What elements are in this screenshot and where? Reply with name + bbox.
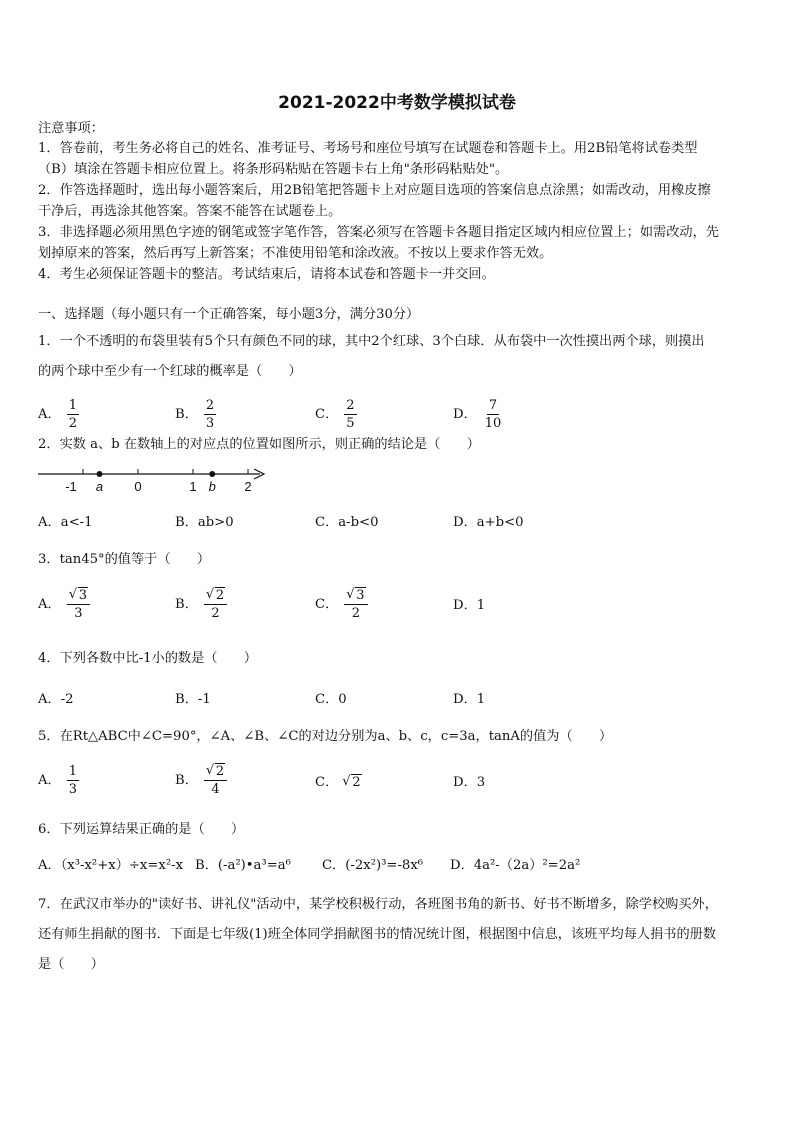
q5-option-b: B． √ $\frac{2}{4}$ xyxy=(175,764,227,797)
notice-line: 划掉原来的答案，然后再写上新答案；不准使用铅笔和涂改液。不按以上要求作答无效。 xyxy=(38,246,553,261)
q6-option-c: C．(-2x²)³=-8x⁶ xyxy=(322,858,424,873)
section-heading: 一、选择题（每小题只有一个正确答案，每小题3分，满分30分） xyxy=(38,307,420,322)
q3-option-a: A． √ $\frac{3}{3}$ xyxy=(38,588,90,621)
q5-option-a: A． $\frac{1}{3}$ xyxy=(38,764,77,797)
question-2-stem: 2．实数 a、b 在数轴上的对应点的位置如图所示，则正确的结论是（ ） xyxy=(38,437,480,452)
q1-option-c: C． $\frac{2}{5}$ xyxy=(315,398,355,431)
question-3-stem: 3．tan45°的值等于（ ） xyxy=(38,552,211,567)
q6-option-a: A．（x³-x²+x）÷x=x²-x xyxy=(38,858,184,873)
number-line-figure xyxy=(36,462,272,498)
axis-tick-label: 1 xyxy=(189,479,197,494)
notice-heading: 注意事项： xyxy=(38,121,104,136)
question-1-stem: 1．一个不透明的布袋里装有5个只有颜色不同的球，其中2个红球、3个白球．从布袋中一次性摸出两个球，则摸出 xyxy=(38,334,705,349)
notice-line: 4．考生必须保证答题卡的整洁。考试结束后，请将本试卷和答题卡一并交回。 xyxy=(38,267,495,282)
q2-option-c: C．a-b<0 xyxy=(315,515,379,530)
axis-tick-label: -1 xyxy=(65,479,77,494)
q5-option-d: D．3 xyxy=(453,775,486,790)
q6-option-d: D．4a²-（2a）²=2a² xyxy=(450,858,581,873)
question-7-stem: 还有师生捐献的图书．下面是七年级(1)班全体同学捐献图书的情况统计图，根据图中信息，该班平均每人捐书的册数 xyxy=(38,927,717,942)
q1-option-a: A． $\frac{1}{2}$ xyxy=(38,398,77,431)
q4-option-c: C．0 xyxy=(315,692,347,707)
point-a-label: a xyxy=(95,479,104,494)
notice-line: 干净后，再选涂其他答案。答案不能答在试题卷上。 xyxy=(38,204,342,219)
question-7-stem: 是（ ） xyxy=(38,957,104,972)
q3-option-d: D．1 xyxy=(453,598,486,613)
question-5-stem: 5．在Rt△ABC中∠C=90°，∠A、∠B、∠C的对边分别为a、b、c，c=3a，tanA的值为（ ） xyxy=(38,729,613,744)
notice-line: 3．非选择题必须用黑色字迹的钢笔或签字笔作答，答案必须写在答题卡各题目指定区域内相应位置上；如需改动，先 xyxy=(38,225,719,240)
point-b-label: b xyxy=(208,479,216,494)
point-b xyxy=(209,471,215,477)
q2-option-d: D．a+b<0 xyxy=(453,515,524,530)
axis-tick-label: 2 xyxy=(244,479,252,494)
notice-line: 1．答卷前，考生务必将自己的姓名、准考证号、考场号和座位号填写在试题卷和答题卡上。用2B铅笔将试卷类型 xyxy=(38,141,698,156)
q4-option-b: B．-1 xyxy=(175,692,211,707)
question-7-stem: 7．在武汉市举办的"读好书、讲礼仪"活动中，某学校积极行动，各班图书角的新书、好书不断增多，除学校购买外， xyxy=(38,897,718,912)
notice-line: 2．作答选择题时，选出每小题答案后，用2B铅笔把答题卡上对应题目选项的答案信息点涂黑；如需改动，用橡皮擦 xyxy=(38,183,711,198)
notice-line: （B）填涂在答题卡相应位置上。将条形码粘贴在答题卡右上角"条形码粘贴处"。 xyxy=(38,162,509,177)
q4-option-a: A．-2 xyxy=(38,692,74,707)
page-title: 2021-2022中考数学模拟试卷 xyxy=(278,93,516,113)
q6-option-b: B．(-a²)•a³=a⁶ xyxy=(195,858,291,873)
q3-option-b: B． √ $\frac{2}{2}$ xyxy=(175,588,227,621)
question-1-stem: 的两个球中至少有一个红球的概率是（ ） xyxy=(38,364,302,379)
axis-tick-label: 0 xyxy=(134,479,142,494)
q4-option-d: D．1 xyxy=(453,692,486,707)
question-4-stem: 4．下列各数中比-1小的数是（ ） xyxy=(38,651,258,666)
question-6-stem: 6．下列运算结果正确的是（ ） xyxy=(38,822,245,837)
q3-option-c: C． √ $\frac{3}{2}$ xyxy=(315,588,368,621)
q1-option-b: B． $\frac{2}{3}$ xyxy=(175,398,215,431)
q2-option-a: A．a<-1 xyxy=(38,515,93,530)
q1-option-d: D． $\frac{7}{10}$ xyxy=(453,398,502,431)
point-a xyxy=(97,471,103,477)
q2-option-b: B．ab>0 xyxy=(175,515,234,530)
q5-option-c: C．√ 2 xyxy=(315,774,362,792)
